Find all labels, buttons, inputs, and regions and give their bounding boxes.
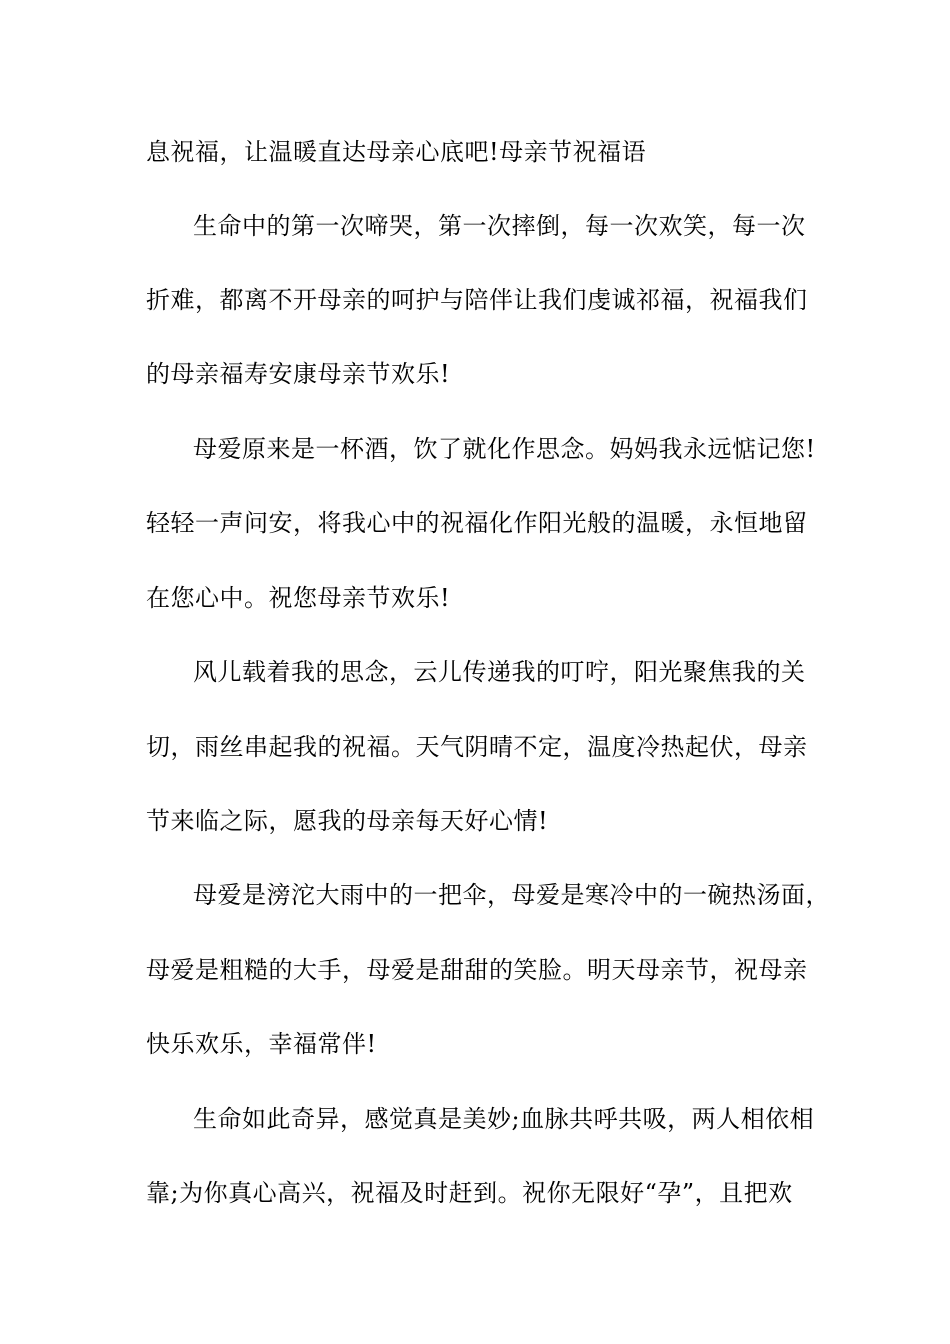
- text-line: 息祝福，让温暖直达母亲心底吧!母亲节祝福语: [146, 138, 647, 166]
- text-line: 节来临之际，愿我的母亲每天好心情!: [146, 807, 549, 835]
- paragraph-start-line: 风儿载着我的思念，云儿传递我的叮咛，阳光聚焦我的关: [193, 658, 806, 686]
- text-line: 切，雨丝串起我的祝福。天气阴晴不定，温度冷热起伏，母亲: [146, 733, 808, 761]
- paragraph-start-line: 生命如此奇异，感觉真是美妙;血脉共呼共吸，两人相依相: [193, 1105, 815, 1133]
- paragraph-start-line: 母爱是滂沱大雨中的一把伞，母爱是寒冷中的一碗热汤面，: [193, 881, 830, 909]
- text-line: 轻轻一声问安，将我心中的祝福化作阳光般的温暖，永恒地留: [146, 509, 808, 537]
- text-line: 在您心中。祝您母亲节欢乐!: [146, 584, 451, 612]
- paragraph-start-line: 生命中的第一次啼哭，第一次摔倒，每一次欢笑，每一次: [193, 212, 806, 240]
- text-line: 快乐欢乐，幸福常伴!: [146, 1030, 377, 1058]
- text-line: 的母亲福寿安康母亲节欢乐!: [146, 360, 451, 388]
- text-line: 折难，都离不开母亲的呵护与陪伴让我们虔诚祁福，祝福我们: [146, 286, 808, 314]
- text-line: 靠;为你真心高兴，祝福及时赶到。祝你无限好“孕”，且把欢: [146, 1179, 793, 1207]
- paragraph-start-line: 母爱原来是一杯酒，饮了就化作思念。妈妈我永远惦记您!: [193, 435, 816, 463]
- text-line: 母爱是粗糙的大手，母爱是甜甜的笑脸。明天母亲节，祝母亲: [146, 956, 808, 984]
